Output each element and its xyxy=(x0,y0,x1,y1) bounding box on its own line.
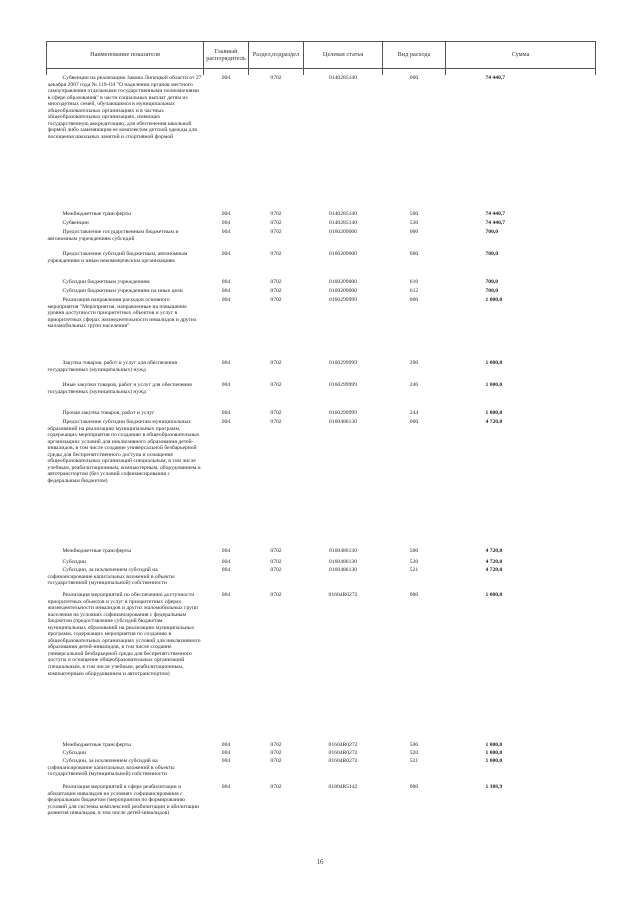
row-name: Реализация направления расходов основного мероприятия "Мероприятия, направленные на повышение уровня доступности приоритетных объектов и услуг в приоритетных сферах жизнедеятельности инвалидов и других маломобильных групп населения" xyxy=(47,297,197,330)
row-expense-type: 500 xyxy=(409,742,419,748)
header-section: Раздел,подраздел xyxy=(249,42,304,69)
row-name: Прочая закупка товаров, работ и услуг xyxy=(62,410,155,416)
table-row xyxy=(47,758,596,784)
row-target: 0160209000 xyxy=(329,229,357,235)
row-expense-type: 244 xyxy=(409,410,419,416)
row-target: 0160486130 xyxy=(329,559,357,565)
row-expense-type: 521 xyxy=(409,758,419,764)
row-section: 0702 xyxy=(270,742,282,748)
row-amount: 74 440,7 xyxy=(485,211,506,217)
row-expense-type: 520 xyxy=(409,559,419,565)
row-section: 0702 xyxy=(270,419,282,425)
table-row xyxy=(47,220,596,229)
row-amount: 4 720,0 xyxy=(485,548,503,554)
row-main-manager: 004 xyxy=(221,75,231,81)
row-target: 0140285140 xyxy=(329,220,357,226)
row-name: Межбюджетные трансферты xyxy=(62,548,131,554)
row-amount: 4 720,0 xyxy=(485,419,503,425)
row-section: 0702 xyxy=(270,592,282,598)
row-amount: 1 000,0 xyxy=(485,750,503,756)
row-target: 0160299999 xyxy=(329,382,357,388)
row-name: Субсидии бюджетным учреждениям на иные цели xyxy=(62,288,183,294)
row-name: Предоставление субсидии бюджетам муниципальных образований на реализацию муниципальных программ, содержащих мероприятия по созданию в общеобразовательных организациях условий для инклюзивного образования детей-инвалидов, в том числе создание универсальной безбарьерной среды для беспрепятственного доступа и оснащение общеобразовательных организаций специальным, в том числе учебным, реабилитационным, компьютерным, оборудованием и автотранспортом (без условий софинансирования с федеральным бюджетом) xyxy=(47,419,201,484)
table-row xyxy=(47,750,596,758)
table-row xyxy=(47,75,596,211)
row-target: 01604R0272 xyxy=(328,742,358,748)
row-expense-type: 612 xyxy=(409,288,419,294)
row-target: 0140285140 xyxy=(329,75,357,81)
row-main-manager: 004 xyxy=(221,360,231,366)
row-main-manager: 004 xyxy=(221,220,231,226)
row-expense-type: 600 xyxy=(409,251,419,257)
row-target: 0160209000 xyxy=(329,288,357,294)
row-main-manager: 004 xyxy=(221,297,231,303)
row-target: 0160209000 xyxy=(329,251,357,257)
row-main-manager: 004 xyxy=(221,211,231,217)
row-amount: 1 000,0 xyxy=(485,360,503,366)
row-main-manager: 004 xyxy=(221,229,231,235)
header-target: Целевая статья xyxy=(304,42,383,69)
row-name: Межбюджетные трансферты xyxy=(62,211,131,217)
table-row xyxy=(47,592,596,742)
row-amount: 700,0 xyxy=(485,251,499,257)
row-amount: 1 388,9 xyxy=(485,784,503,790)
row-expense-type: 000 xyxy=(409,592,419,598)
header-amount: Сумма xyxy=(446,42,596,69)
row-target: 01604R0272 xyxy=(328,758,358,764)
row-amount: 1 000,0 xyxy=(485,382,503,388)
row-main-manager: 004 xyxy=(221,288,231,294)
row-target: 0140285140 xyxy=(329,211,357,217)
row-section: 0702 xyxy=(270,548,282,554)
row-amount: 74 440,7 xyxy=(485,75,506,81)
row-main-manager: 004 xyxy=(221,548,231,554)
table-row xyxy=(47,742,596,750)
row-main-manager: 004 xyxy=(221,758,231,764)
table-row xyxy=(47,548,596,559)
row-section: 0702 xyxy=(270,251,282,257)
row-section: 0702 xyxy=(270,220,282,226)
row-name: Субвенции на реализацию Закона Липецкой области от 27 декабря 2007 года № 119-ОЗ "О наделении органов местного самоуправления отдельными государственными полномочиями в сфере образования" в части социальных выплат детям из многодетных семей, обучающимся в муниципальных общеобразовательных организациях и в частных общеобразовательных организациях, имеющих государственную аккредитацию, для обеспечения школьной формой либо заменяющим ее комплектом детской одежды для посещения школьных занятий и спортивной формой xyxy=(47,75,202,140)
header-name: Наименование показателя xyxy=(47,42,204,69)
row-section: 0702 xyxy=(270,382,282,388)
row-target: 01604R0272 xyxy=(328,750,358,756)
row-amount: 1 000,0 xyxy=(485,592,503,598)
budget-table xyxy=(46,41,596,841)
row-name: Реализация мероприятий в сфере реабилитации и абилитации инвалидов на условиях софинансирования с федеральным бюджетом (мероприятия по формированию условий для системы комплексной реабилитации и абилитации развития инвалидов, в том числе детей-инвалидов) xyxy=(47,784,200,817)
table-row xyxy=(47,382,596,410)
table-row xyxy=(47,410,596,419)
row-expense-type: 000 xyxy=(409,229,419,235)
row-name: Предоставление государственным бюджетным и автономным учреждениям субсидий xyxy=(47,229,179,242)
table-row xyxy=(47,784,596,841)
table-row xyxy=(47,559,596,567)
row-name: Субсидии, за исключением субсидий на софинансирование капитальных вложений в объекты государственной (муниципальной) собственности xyxy=(47,567,175,587)
row-target: 01604R0272 xyxy=(328,592,358,598)
row-section: 0702 xyxy=(270,784,282,790)
row-name: Субсидии xyxy=(62,559,86,565)
row-main-manager: 004 xyxy=(221,742,231,748)
row-main-manager: 004 xyxy=(221,279,231,285)
row-amount: 700,0 xyxy=(485,279,499,285)
row-expense-type: 000 xyxy=(409,297,419,303)
row-name: Межбюджетные трансферты xyxy=(62,742,131,748)
row-amount: 700,0 xyxy=(485,288,499,294)
row-section: 0702 xyxy=(270,297,282,303)
row-expense-type: 500 xyxy=(409,548,419,554)
row-expense-type: 200 xyxy=(409,360,419,366)
row-expense-type: 521 xyxy=(409,567,419,573)
row-name: Субсидии, за исключением субсидий на софинансирование капитальных вложений в объекты государственной (муниципальной) собственности xyxy=(47,758,175,778)
table-row xyxy=(47,211,596,220)
row-amount: 4 720,0 xyxy=(485,567,503,573)
row-name: Иные закупки товаров, работ и услуг для обеспечения государственных (муниципальных) нужд xyxy=(47,382,192,395)
row-amount: 700,0 xyxy=(485,229,499,235)
row-expense-type: 000 xyxy=(409,419,419,425)
row-expense-type: 500 xyxy=(409,211,419,217)
table-row xyxy=(47,567,596,592)
row-target: 01804R5142 xyxy=(328,784,358,790)
table-row xyxy=(47,251,596,279)
row-name: Субсидии бюджетным учреждениям xyxy=(62,279,150,285)
row-main-manager: 004 xyxy=(221,559,231,565)
row-amount: 1 000,0 xyxy=(485,742,503,748)
row-amount: 1 000,0 xyxy=(485,758,503,764)
row-expense-type: 530 xyxy=(409,220,419,226)
table-header-row xyxy=(47,42,596,69)
table-row xyxy=(47,279,596,288)
row-name: Субвенции xyxy=(62,220,89,226)
row-section: 0702 xyxy=(270,758,282,764)
row-section: 0702 xyxy=(270,288,282,294)
row-section: 0702 xyxy=(270,410,282,416)
row-section: 0702 xyxy=(270,360,282,366)
table-row xyxy=(47,229,596,251)
table-body xyxy=(47,75,596,841)
row-target: 0160209000 xyxy=(329,279,357,285)
row-expense-type: 610 xyxy=(409,279,419,285)
row-section: 0702 xyxy=(270,229,282,235)
row-amount: 1 000,0 xyxy=(485,410,503,416)
row-name: Закупка товаров, работ и услуг для обеспечения государственных (муниципальных) нужд xyxy=(47,360,178,373)
row-expense-type: 240 xyxy=(409,382,419,388)
row-target: 0160486130 xyxy=(329,567,357,573)
header-expense-type: Вид расхода xyxy=(383,42,446,69)
row-expense-type: 000 xyxy=(409,75,419,81)
row-target: 0160299999 xyxy=(329,410,357,416)
row-section: 0702 xyxy=(270,567,282,573)
row-section: 0702 xyxy=(270,750,282,756)
row-main-manager: 004 xyxy=(221,592,231,598)
row-target: 0160486130 xyxy=(329,419,357,425)
row-main-manager: 004 xyxy=(221,784,231,790)
row-target: 0160486130 xyxy=(329,548,357,554)
row-main-manager: 004 xyxy=(221,251,231,257)
row-target: 0160299999 xyxy=(329,360,357,366)
row-section: 0702 xyxy=(270,211,282,217)
row-amount: 1 000,0 xyxy=(485,297,503,303)
row-main-manager: 004 xyxy=(221,567,231,573)
table-row xyxy=(47,419,596,548)
table-row xyxy=(47,360,596,382)
row-expense-type: 520 xyxy=(409,750,419,756)
row-section: 0702 xyxy=(270,279,282,285)
row-main-manager: 004 xyxy=(221,419,231,425)
row-section: 0702 xyxy=(270,75,282,81)
row-section: 0702 xyxy=(270,559,282,565)
row-target: 0160299999 xyxy=(329,297,357,303)
row-name: Предоставление субсидий бюджетным, автономным учреждениям и иным некоммерческим организациям xyxy=(47,251,188,264)
header-main-manager: Главный распорядитель xyxy=(204,42,249,69)
page-number: 16 xyxy=(316,858,324,866)
table-row xyxy=(47,297,596,360)
row-main-manager: 004 xyxy=(221,382,231,388)
row-name: Реализация мероприятий по обеспечению доступности приоритетных объектов и услуг в приоритетных сферах жизнедеятельности инвалидов и других маломобильных групп населения на условиях софинансирования с федеральным бюджетом (предоставление субсидий бюджетам муниципальных образований на реализацию муниципальных программ, содержащих мероприятия по созданию в общеобразовательных организациях условий для инклюзивного образования детей-инвалидов, в том числе создание универсальной безбарьерной среды для беспрепятственного доступа и оснащение общеобразовательных организаций специальным, в том числе учебным, реабилитационным, компьютерным оборудованием и автотранспортом) xyxy=(47,592,201,677)
row-amount: 74 440,7 xyxy=(485,220,506,226)
row-expense-type: 000 xyxy=(409,784,419,790)
row-name: Субсидии xyxy=(62,750,86,756)
table-row xyxy=(47,288,596,297)
row-main-manager: 004 xyxy=(221,410,231,416)
row-main-manager: 004 xyxy=(221,750,231,756)
row-amount: 4 720,0 xyxy=(485,559,503,565)
